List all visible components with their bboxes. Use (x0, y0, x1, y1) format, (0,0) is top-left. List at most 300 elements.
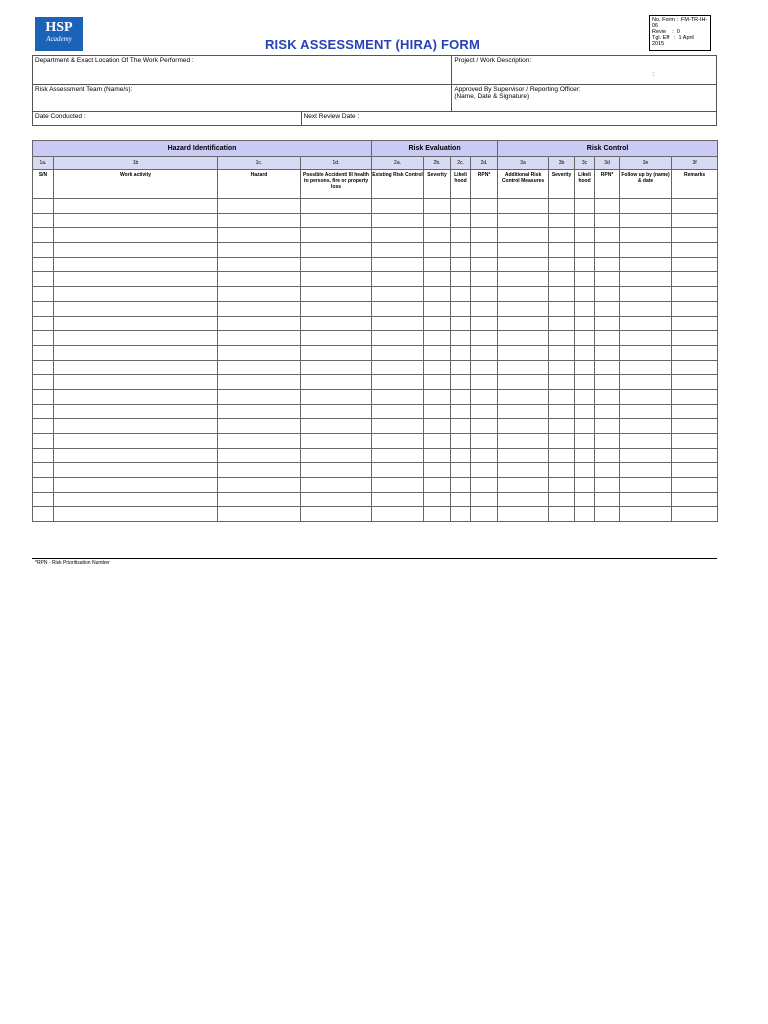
table-cell[interactable] (372, 389, 424, 404)
table-cell[interactable] (575, 404, 595, 419)
table-cell[interactable] (424, 375, 451, 390)
table-cell[interactable] (498, 287, 549, 302)
table-cell[interactable] (33, 404, 54, 419)
table-cell[interactable] (471, 228, 498, 243)
table-cell[interactable] (620, 243, 672, 258)
table-cell[interactable] (424, 316, 451, 331)
table-cell[interactable] (498, 492, 549, 507)
table-cell[interactable] (301, 463, 372, 478)
table-cell[interactable] (33, 389, 54, 404)
table-cell[interactable] (498, 199, 549, 214)
table-cell[interactable] (575, 507, 595, 522)
table-cell[interactable] (595, 345, 620, 360)
table-cell[interactable] (575, 316, 595, 331)
table-cell[interactable] (471, 301, 498, 316)
table-cell[interactable] (451, 404, 471, 419)
table-cell[interactable] (451, 434, 471, 449)
table-cell[interactable] (672, 316, 718, 331)
table-cell[interactable] (620, 419, 672, 434)
table-cell[interactable] (672, 507, 718, 522)
table-cell[interactable] (575, 331, 595, 346)
table-cell[interactable] (301, 287, 372, 302)
table-cell[interactable] (424, 257, 451, 272)
table-cell[interactable] (451, 257, 471, 272)
table-cell[interactable] (620, 463, 672, 478)
table-cell[interactable] (301, 257, 372, 272)
table-cell[interactable] (451, 301, 471, 316)
table-cell[interactable] (471, 316, 498, 331)
table-cell[interactable] (595, 478, 620, 493)
table-cell[interactable] (595, 448, 620, 463)
table-cell[interactable] (33, 243, 54, 258)
table-cell[interactable] (33, 463, 54, 478)
table-cell[interactable] (33, 228, 54, 243)
table-cell[interactable] (575, 213, 595, 228)
table-cell[interactable] (33, 478, 54, 493)
table-cell[interactable] (372, 345, 424, 360)
table-cell[interactable] (549, 419, 575, 434)
table-cell[interactable] (575, 448, 595, 463)
table-cell[interactable] (33, 434, 54, 449)
table-cell[interactable] (33, 448, 54, 463)
table-cell[interactable] (451, 375, 471, 390)
table-cell[interactable] (595, 507, 620, 522)
table-cell[interactable] (672, 448, 718, 463)
table-cell[interactable] (620, 404, 672, 419)
table-cell[interactable] (471, 331, 498, 346)
table-cell[interactable] (672, 213, 718, 228)
table-cell[interactable] (372, 507, 424, 522)
table-cell[interactable] (498, 331, 549, 346)
table-cell[interactable] (301, 345, 372, 360)
table-cell[interactable] (620, 316, 672, 331)
table-cell[interactable] (575, 301, 595, 316)
table-cell[interactable] (620, 287, 672, 302)
table-cell[interactable] (301, 404, 372, 419)
table-cell[interactable] (575, 228, 595, 243)
table-cell[interactable] (218, 301, 301, 316)
table-cell[interactable] (301, 272, 372, 287)
table-cell[interactable] (218, 389, 301, 404)
table-cell[interactable] (451, 478, 471, 493)
table-cell[interactable] (672, 360, 718, 375)
table-cell[interactable] (620, 389, 672, 404)
table-cell[interactable] (218, 360, 301, 375)
table-cell[interactable] (498, 419, 549, 434)
table-cell[interactable] (424, 434, 451, 449)
table-cell[interactable] (498, 507, 549, 522)
table-cell[interactable] (424, 404, 451, 419)
table-cell[interactable] (372, 228, 424, 243)
table-cell[interactable] (575, 478, 595, 493)
table-cell[interactable] (33, 287, 54, 302)
table-cell[interactable] (451, 272, 471, 287)
table-cell[interactable] (595, 316, 620, 331)
table-cell[interactable] (218, 463, 301, 478)
table-cell[interactable] (498, 257, 549, 272)
table-cell[interactable] (620, 213, 672, 228)
table-cell[interactable] (672, 257, 718, 272)
team-field[interactable] (33, 85, 452, 112)
table-cell[interactable] (575, 345, 595, 360)
table-cell[interactable] (595, 434, 620, 449)
table-cell[interactable] (549, 478, 575, 493)
table-cell[interactable] (595, 272, 620, 287)
table-cell[interactable] (595, 213, 620, 228)
table-cell[interactable] (471, 287, 498, 302)
table-cell[interactable] (471, 404, 498, 419)
approved-field[interactable] (452, 85, 717, 112)
table-cell[interactable] (471, 492, 498, 507)
table-cell[interactable] (54, 331, 218, 346)
table-cell[interactable] (620, 375, 672, 390)
table-cell[interactable] (471, 257, 498, 272)
table-cell[interactable] (54, 434, 218, 449)
table-cell[interactable] (549, 463, 575, 478)
table-cell[interactable] (672, 463, 718, 478)
table-cell[interactable] (33, 331, 54, 346)
table-cell[interactable] (54, 316, 218, 331)
table-cell[interactable] (372, 199, 424, 214)
table-cell[interactable] (549, 360, 575, 375)
table-cell[interactable] (33, 316, 54, 331)
table-cell[interactable] (424, 389, 451, 404)
table-cell[interactable] (451, 419, 471, 434)
table-cell[interactable] (218, 257, 301, 272)
table-cell[interactable] (549, 316, 575, 331)
table-cell[interactable] (33, 419, 54, 434)
table-cell[interactable] (451, 360, 471, 375)
table-cell[interactable] (54, 478, 218, 493)
table-cell[interactable] (372, 434, 424, 449)
table-cell[interactable] (595, 301, 620, 316)
table-cell[interactable] (498, 243, 549, 258)
table-cell[interactable] (471, 213, 498, 228)
table-cell[interactable] (498, 213, 549, 228)
table-cell[interactable] (301, 448, 372, 463)
table-cell[interactable] (620, 434, 672, 449)
table-cell[interactable] (595, 287, 620, 302)
table-cell[interactable] (451, 199, 471, 214)
table-cell[interactable] (620, 360, 672, 375)
table-cell[interactable] (595, 199, 620, 214)
table-cell[interactable] (301, 507, 372, 522)
table-cell[interactable] (498, 360, 549, 375)
table-cell[interactable] (471, 507, 498, 522)
table-cell[interactable] (218, 213, 301, 228)
table-cell[interactable] (471, 434, 498, 449)
table-cell[interactable] (549, 199, 575, 214)
table-cell[interactable] (33, 272, 54, 287)
table-cell[interactable] (33, 492, 54, 507)
table-cell[interactable] (595, 257, 620, 272)
table-cell[interactable] (620, 257, 672, 272)
table-cell[interactable] (301, 360, 372, 375)
table-cell[interactable] (471, 272, 498, 287)
table-cell[interactable] (33, 360, 54, 375)
table-cell[interactable] (575, 360, 595, 375)
table-cell[interactable] (595, 492, 620, 507)
table-cell[interactable] (575, 243, 595, 258)
table-cell[interactable] (471, 345, 498, 360)
table-cell[interactable] (301, 434, 372, 449)
table-cell[interactable] (54, 228, 218, 243)
table-cell[interactable] (451, 213, 471, 228)
table-cell[interactable] (575, 389, 595, 404)
table-cell[interactable] (549, 257, 575, 272)
table-cell[interactable] (672, 331, 718, 346)
table-cell[interactable] (451, 243, 471, 258)
table-cell[interactable] (549, 287, 575, 302)
table-cell[interactable] (672, 389, 718, 404)
table-cell[interactable] (372, 448, 424, 463)
table-cell[interactable] (672, 478, 718, 493)
table-cell[interactable] (549, 375, 575, 390)
table-cell[interactable] (301, 492, 372, 507)
table-cell[interactable] (33, 199, 54, 214)
table-cell[interactable] (451, 463, 471, 478)
table-cell[interactable] (218, 448, 301, 463)
table-cell[interactable] (575, 199, 595, 214)
table-cell[interactable] (498, 404, 549, 419)
table-cell[interactable] (218, 199, 301, 214)
department-field[interactable] (33, 56, 452, 85)
table-cell[interactable] (672, 301, 718, 316)
table-cell[interactable] (372, 287, 424, 302)
table-cell[interactable] (672, 492, 718, 507)
table-cell[interactable] (372, 492, 424, 507)
table-cell[interactable] (218, 375, 301, 390)
table-cell[interactable] (672, 345, 718, 360)
table-cell[interactable] (372, 478, 424, 493)
table-cell[interactable] (549, 434, 575, 449)
table-cell[interactable] (54, 257, 218, 272)
table-cell[interactable] (372, 243, 424, 258)
table-cell[interactable] (218, 272, 301, 287)
table-cell[interactable] (301, 375, 372, 390)
table-cell[interactable] (372, 463, 424, 478)
table-cell[interactable] (424, 419, 451, 434)
date-conducted-field[interactable] (33, 112, 302, 126)
table-cell[interactable] (498, 345, 549, 360)
table-cell[interactable] (498, 316, 549, 331)
table-cell[interactable] (451, 331, 471, 346)
table-cell[interactable] (595, 463, 620, 478)
table-cell[interactable] (301, 389, 372, 404)
table-cell[interactable] (471, 375, 498, 390)
table-cell[interactable] (451, 228, 471, 243)
table-cell[interactable] (424, 360, 451, 375)
table-cell[interactable] (672, 375, 718, 390)
table-cell[interactable] (451, 507, 471, 522)
table-cell[interactable] (471, 478, 498, 493)
table-cell[interactable] (301, 243, 372, 258)
table-cell[interactable] (451, 287, 471, 302)
table-cell[interactable] (451, 316, 471, 331)
table-cell[interactable] (549, 301, 575, 316)
table-cell[interactable] (33, 375, 54, 390)
table-cell[interactable] (54, 404, 218, 419)
table-cell[interactable] (372, 404, 424, 419)
table-cell[interactable] (575, 375, 595, 390)
table-cell[interactable] (575, 257, 595, 272)
table-cell[interactable] (33, 213, 54, 228)
table-cell[interactable] (549, 331, 575, 346)
table-cell[interactable] (595, 404, 620, 419)
table-cell[interactable] (218, 331, 301, 346)
table-cell[interactable] (498, 448, 549, 463)
table-cell[interactable] (595, 360, 620, 375)
table-cell[interactable] (595, 389, 620, 404)
table-cell[interactable] (424, 287, 451, 302)
table-cell[interactable] (549, 272, 575, 287)
table-cell[interactable] (620, 199, 672, 214)
table-cell[interactable] (301, 301, 372, 316)
table-cell[interactable] (672, 419, 718, 434)
table-cell[interactable] (54, 507, 218, 522)
table-cell[interactable] (672, 243, 718, 258)
table-cell[interactable] (54, 448, 218, 463)
table-cell[interactable] (54, 287, 218, 302)
table-cell[interactable] (424, 478, 451, 493)
table-cell[interactable] (54, 199, 218, 214)
table-cell[interactable] (218, 287, 301, 302)
table-cell[interactable] (218, 228, 301, 243)
table-cell[interactable] (424, 272, 451, 287)
table-cell[interactable] (54, 360, 218, 375)
table-cell[interactable] (424, 492, 451, 507)
table-cell[interactable] (218, 434, 301, 449)
table-cell[interactable] (54, 213, 218, 228)
table-cell[interactable] (451, 345, 471, 360)
table-cell[interactable] (471, 389, 498, 404)
table-cell[interactable] (498, 463, 549, 478)
table-cell[interactable] (372, 272, 424, 287)
table-cell[interactable] (498, 375, 549, 390)
table-cell[interactable] (301, 419, 372, 434)
table-cell[interactable] (620, 272, 672, 287)
table-cell[interactable] (218, 316, 301, 331)
table-cell[interactable] (575, 492, 595, 507)
table-cell[interactable] (672, 228, 718, 243)
table-cell[interactable] (549, 507, 575, 522)
table-cell[interactable] (595, 375, 620, 390)
table-cell[interactable] (218, 243, 301, 258)
table-cell[interactable] (549, 213, 575, 228)
table-cell[interactable] (372, 257, 424, 272)
table-cell[interactable] (620, 301, 672, 316)
table-cell[interactable] (549, 228, 575, 243)
table-cell[interactable] (424, 448, 451, 463)
table-cell[interactable] (575, 434, 595, 449)
table-cell[interactable] (620, 448, 672, 463)
table-cell[interactable] (672, 199, 718, 214)
table-cell[interactable] (620, 331, 672, 346)
next-review-field[interactable] (301, 112, 716, 126)
table-cell[interactable] (33, 257, 54, 272)
table-cell[interactable] (595, 243, 620, 258)
table-cell[interactable] (372, 301, 424, 316)
table-cell[interactable] (672, 404, 718, 419)
table-cell[interactable] (301, 316, 372, 331)
table-cell[interactable] (54, 463, 218, 478)
table-cell[interactable] (424, 331, 451, 346)
table-cell[interactable] (301, 228, 372, 243)
table-cell[interactable] (549, 389, 575, 404)
table-cell[interactable] (620, 228, 672, 243)
table-cell[interactable] (575, 463, 595, 478)
table-cell[interactable] (498, 389, 549, 404)
table-cell[interactable] (498, 434, 549, 449)
table-cell[interactable] (424, 213, 451, 228)
table-cell[interactable] (424, 507, 451, 522)
table-cell[interactable] (372, 316, 424, 331)
table-cell[interactable] (471, 360, 498, 375)
table-cell[interactable] (372, 331, 424, 346)
table-cell[interactable] (372, 419, 424, 434)
table-cell[interactable] (218, 507, 301, 522)
table-cell[interactable] (498, 301, 549, 316)
table-cell[interactable] (549, 345, 575, 360)
table-cell[interactable] (54, 389, 218, 404)
table-cell[interactable] (218, 345, 301, 360)
table-cell[interactable] (549, 404, 575, 419)
table-cell[interactable] (372, 360, 424, 375)
table-cell[interactable] (620, 478, 672, 493)
table-cell[interactable] (620, 492, 672, 507)
table-cell[interactable] (549, 492, 575, 507)
table-cell[interactable] (424, 228, 451, 243)
table-cell[interactable] (451, 492, 471, 507)
table-cell[interactable] (549, 448, 575, 463)
table-cell[interactable] (54, 272, 218, 287)
table-cell[interactable] (549, 243, 575, 258)
table-cell[interactable] (424, 463, 451, 478)
table-cell[interactable] (301, 199, 372, 214)
table-cell[interactable] (54, 375, 218, 390)
table-cell[interactable] (54, 243, 218, 258)
table-cell[interactable] (33, 507, 54, 522)
table-cell[interactable] (218, 419, 301, 434)
table-cell[interactable] (498, 478, 549, 493)
table-cell[interactable] (54, 492, 218, 507)
table-cell[interactable] (424, 199, 451, 214)
table-cell[interactable] (672, 434, 718, 449)
table-cell[interactable] (54, 419, 218, 434)
table-cell[interactable] (595, 228, 620, 243)
table-cell[interactable] (575, 287, 595, 302)
table-cell[interactable] (620, 507, 672, 522)
table-cell[interactable] (424, 345, 451, 360)
table-cell[interactable] (620, 345, 672, 360)
table-cell[interactable] (498, 228, 549, 243)
table-cell[interactable] (218, 492, 301, 507)
table-cell[interactable] (451, 389, 471, 404)
table-cell[interactable] (672, 287, 718, 302)
table-cell[interactable] (471, 419, 498, 434)
table-cell[interactable] (218, 478, 301, 493)
table-cell[interactable] (575, 419, 595, 434)
table-cell[interactable] (301, 213, 372, 228)
project-field[interactable] (452, 56, 717, 85)
table-cell[interactable] (54, 345, 218, 360)
table-cell[interactable] (471, 199, 498, 214)
table-cell[interactable] (471, 448, 498, 463)
table-cell[interactable] (575, 272, 595, 287)
table-cell[interactable] (498, 272, 549, 287)
table-cell[interactable] (595, 419, 620, 434)
table-cell[interactable] (672, 272, 718, 287)
